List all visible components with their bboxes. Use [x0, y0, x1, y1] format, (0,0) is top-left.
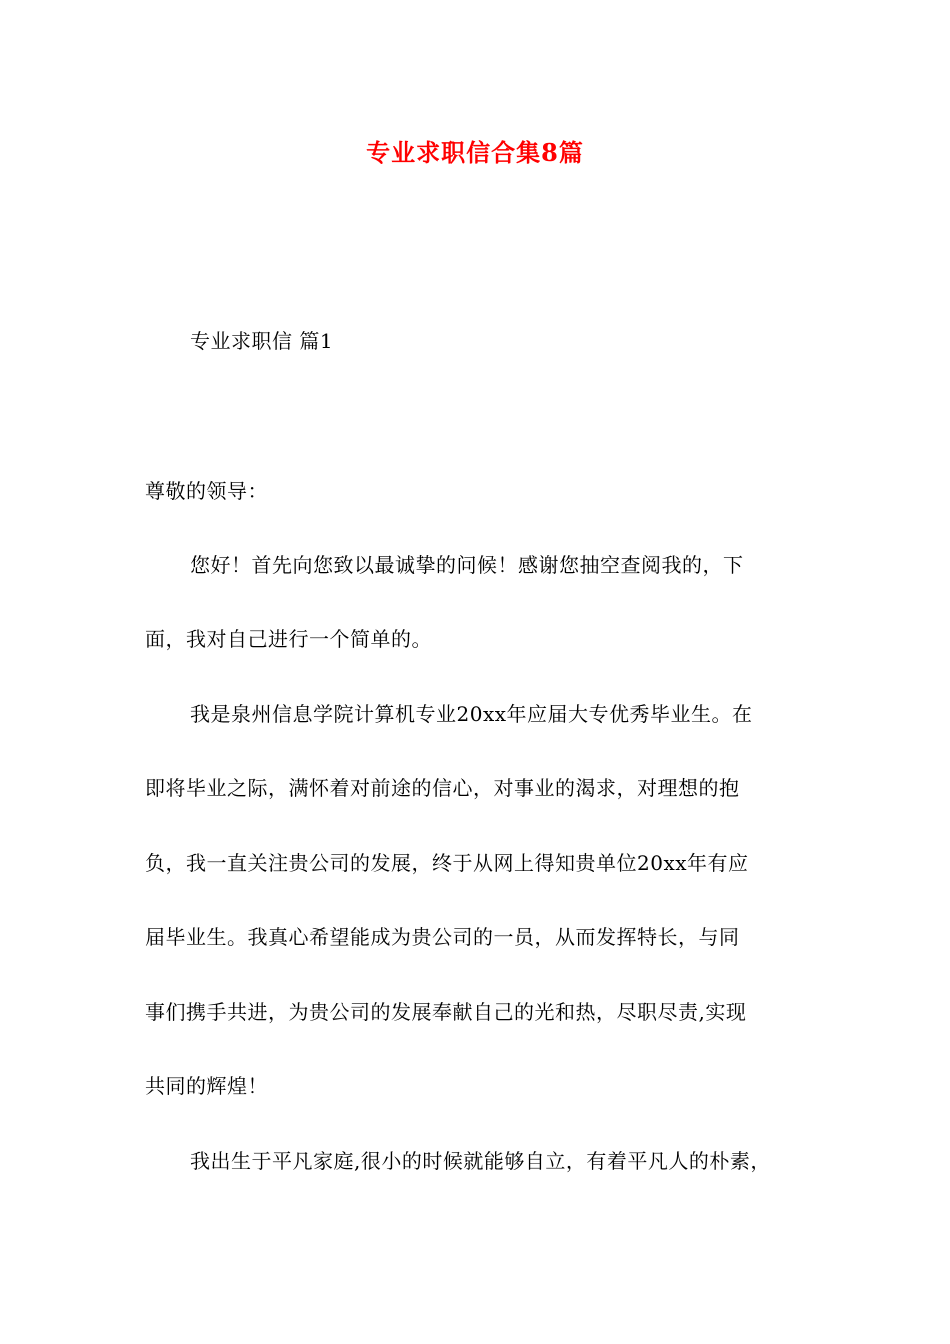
paragraph-line: 事们携手共进，为贵公司的发展奉献自己的光和热，尽职尽责,实现 — [145, 1000, 747, 1024]
salutation: 尊敬的领导： — [145, 479, 268, 503]
paragraph-line: 共同的辉煌！ — [145, 1074, 268, 1098]
paragraph-line: 面，我对自己进行一个简单的。 — [145, 627, 432, 651]
paragraph-line: 即将毕业之际，满怀着对前途的信心，对事业的渴求，对理想的抱 — [145, 776, 740, 800]
paragraph-line: 您好！首先向您致以最诚挚的问候！感谢您抽空查阅我的，下 — [190, 553, 744, 577]
section-heading: 专业求职信 篇1 — [190, 329, 334, 353]
paragraph-line: 我出生于平凡家庭,很小的时候就能够自立，有着平凡人的朴素， — [190, 1149, 771, 1173]
document-title: 专业求职信合集8篇 — [366, 138, 584, 167]
paragraph-line: 负，我一直关注贵公司的发展，终于从网上得知贵单位20xx年有应 — [145, 851, 749, 875]
paragraph-line: 届毕业生。我真心希望能成为贵公司的一员，从而发挥特长，与同 — [145, 925, 740, 949]
paragraph-line: 我是泉州信息学院计算机专业20xx年应届大专优秀毕业生。在 — [190, 702, 753, 726]
